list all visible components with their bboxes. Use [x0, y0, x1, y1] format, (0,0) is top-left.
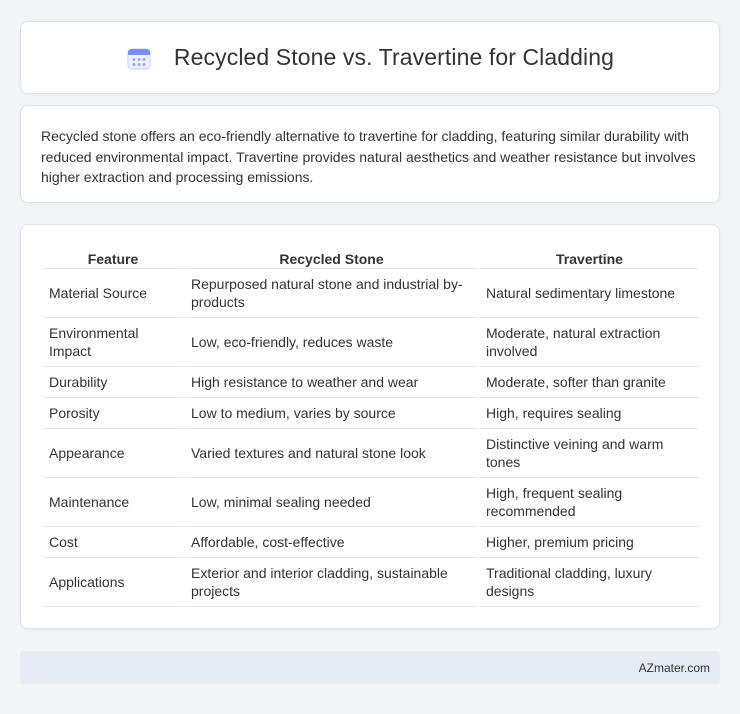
- travertine-cell: Moderate, natural extraction involved: [480, 318, 699, 367]
- header-recycled-stone: Recycled Stone: [185, 245, 478, 269]
- feature-cell: Appearance: [43, 429, 183, 478]
- comparison-card: [20, 224, 720, 629]
- header-travertine: Travertine: [480, 245, 699, 269]
- footer-brand: AZmater.com: [638, 660, 710, 675]
- recycled-cell: Low to medium, varies by source: [185, 398, 478, 429]
- summary-text: Recycled stone offers an eco-friendly alternative to travertine for cladding, featuring similar durability with reduced environmental impact. Travertine provides natural aesthetics and weather resistance but involves higher extraction and processing emissions.: [41, 128, 696, 185]
- travertine-cell: Moderate, softer than granite: [480, 367, 699, 398]
- travertine-cell: High, requires sealing: [480, 398, 699, 429]
- travertine-cell: Natural sedimentary limestone: [480, 269, 699, 318]
- feature-cell: Cost: [43, 527, 183, 558]
- travertine-cell: Traditional cladding, luxury designs: [480, 558, 699, 607]
- summary-card: [20, 105, 720, 203]
- recycled-cell: Repurposed natural stone and industrial by-products: [185, 269, 478, 318]
- recycled-cell: High resistance to weather and wear: [185, 367, 478, 398]
- travertine-cell: Higher, premium pricing: [480, 527, 699, 558]
- comparison-table: [41, 245, 701, 607]
- feature-cell: Applications: [43, 558, 183, 607]
- table-row: [43, 558, 699, 607]
- table-row: [43, 527, 699, 558]
- feature-cell: Porosity: [43, 398, 183, 429]
- title-card: [20, 21, 720, 94]
- table-header-row: [43, 245, 699, 269]
- travertine-cell: High, frequent sealing recommended: [480, 478, 699, 527]
- feature-cell: Material Source: [43, 269, 183, 318]
- recycled-cell: Exterior and interior cladding, sustainable projects: [185, 558, 478, 607]
- table-row: [43, 478, 699, 527]
- table-row: [43, 367, 699, 398]
- recycled-cell: Varied textures and natural stone look: [185, 429, 478, 478]
- feature-cell: Maintenance: [43, 478, 183, 527]
- recycled-cell: Low, eco-friendly, reduces waste: [185, 318, 478, 367]
- table-row: [43, 429, 699, 478]
- travertine-cell: Distinctive veining and warm tones: [480, 429, 699, 478]
- table-row: [43, 318, 699, 367]
- recycled-cell: Low, minimal sealing needed: [185, 478, 478, 527]
- feature-cell: Durability: [43, 367, 183, 398]
- calendar-icon: [126, 45, 152, 71]
- table-row: [43, 269, 699, 318]
- page-title: Recycled Stone vs. Travertine for Cladding: [173, 44, 615, 70]
- feature-cell: Environmental Impact: [43, 318, 183, 367]
- footer-bar: [20, 651, 720, 684]
- table-row: [43, 398, 699, 429]
- header-feature: Feature: [43, 245, 183, 269]
- recycled-cell: Affordable, cost-effective: [185, 527, 478, 558]
